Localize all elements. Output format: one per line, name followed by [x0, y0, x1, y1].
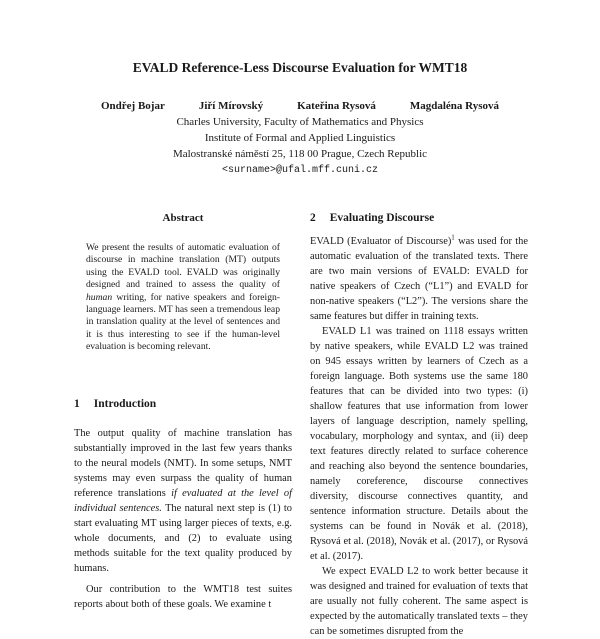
footnote-marker: 1	[451, 233, 455, 242]
intro-paragraph: Our contribution to the WMT18 test suites reports about both of these goals. We examine t	[74, 583, 292, 610]
affiliation-line: Malostranské náměstí 25, 118 00 Prague, Czech Republic	[172, 148, 428, 160]
section-heading-introduction	[74, 398, 292, 410]
author-name: Jiří Mírovský	[198, 100, 264, 112]
author-name: Kateřina Rysová	[297, 100, 376, 112]
left-column	[74, 212, 292, 612]
section-paragraph: We expect EVALD L2 to work better because it was designed and trained for evaluation of texts that are usually not fully coherent. The same aspect is expected by the automatically translated texts – they can be sometimes disrupted from the	[310, 566, 528, 637]
section-heading-evaluating-discourse	[310, 212, 528, 224]
section-number: 1	[74, 397, 80, 410]
author-email: <surname>@ufal.mff.cuni.cz	[221, 165, 379, 176]
affiliation-line: Institute of Formal and Applied Linguistics	[204, 132, 396, 144]
section-paragraph: EVALD L1 was trained on 1118 essays written by native speakers, while EVALD L2 was trained on 945 essays written by learners of Czech as a foreign language. Both systems use the same 180 features that can be divided into two types: (i) shallow features that use information from lower layers of language description, namely spelling, vocabulary, morphology and syntax, and (ii) deep text features directly related to surface coherence and reaching also beyond the sentence boundaries, namely coreference, discourse connectives diversity, discourse connectives quantity, and sentence information structure. Details about the systems can be found in Novák et al. (2018), Rysová et al. (2018), Novák et al. (2017), or Rysová et al. (2017).	[310, 326, 528, 562]
paper-title: EVALD Reference-Less Discourse Evaluation for WMT18	[132, 60, 468, 75]
affiliation-line: Charles University, Faculty of Mathematics and Physics	[176, 116, 424, 128]
section-title: Introduction	[93, 397, 157, 410]
abstract-text: We present the results of automatic evaluation of discourse in machine translation (MT) outputs using the EVALD tool. EVALD was originally designed and trained to assess the quality of human writing, for native speakers and foreign-language learners. MT has seen a tremendous leap in translation quality at the level of sentences and it is thus interesting to see if the human-level evaluation is becoming relevant.	[86, 242, 280, 353]
abstract-heading: Abstract	[162, 212, 204, 224]
author-name: Magdaléna Rysová	[409, 100, 500, 112]
section-number: 2	[310, 212, 316, 224]
right-column	[310, 212, 528, 639]
section-paragraph: EVALD (Evaluator of Discourse)$^1$ was used for the automatic evaluation of the translated texts. There are two main versions of EVALD: EVALD for native speakers of Czech (“L1”) and EVALD for non-native speakers (“L2”). The versions share the same features but differ in training texts.	[310, 233, 528, 322]
section-title: Evaluating Discourse	[329, 212, 435, 224]
intro-paragraph: The output quality of machine translation has substantially improved in the last few years thanks to the neural models (NMT). In some setups, NMT systems may even surpass the quality of human reference translations if evaluated at the level of individual sentences. The natural next step is (1) to start evaluating MT using larger pieces of texts, e.g. whole documents, and (2) to evaluate using methods suitable for the text quality produced by humans.	[74, 427, 292, 574]
author-list	[0, 100, 600, 112]
author-name: Ondřej Bojar	[100, 100, 165, 112]
